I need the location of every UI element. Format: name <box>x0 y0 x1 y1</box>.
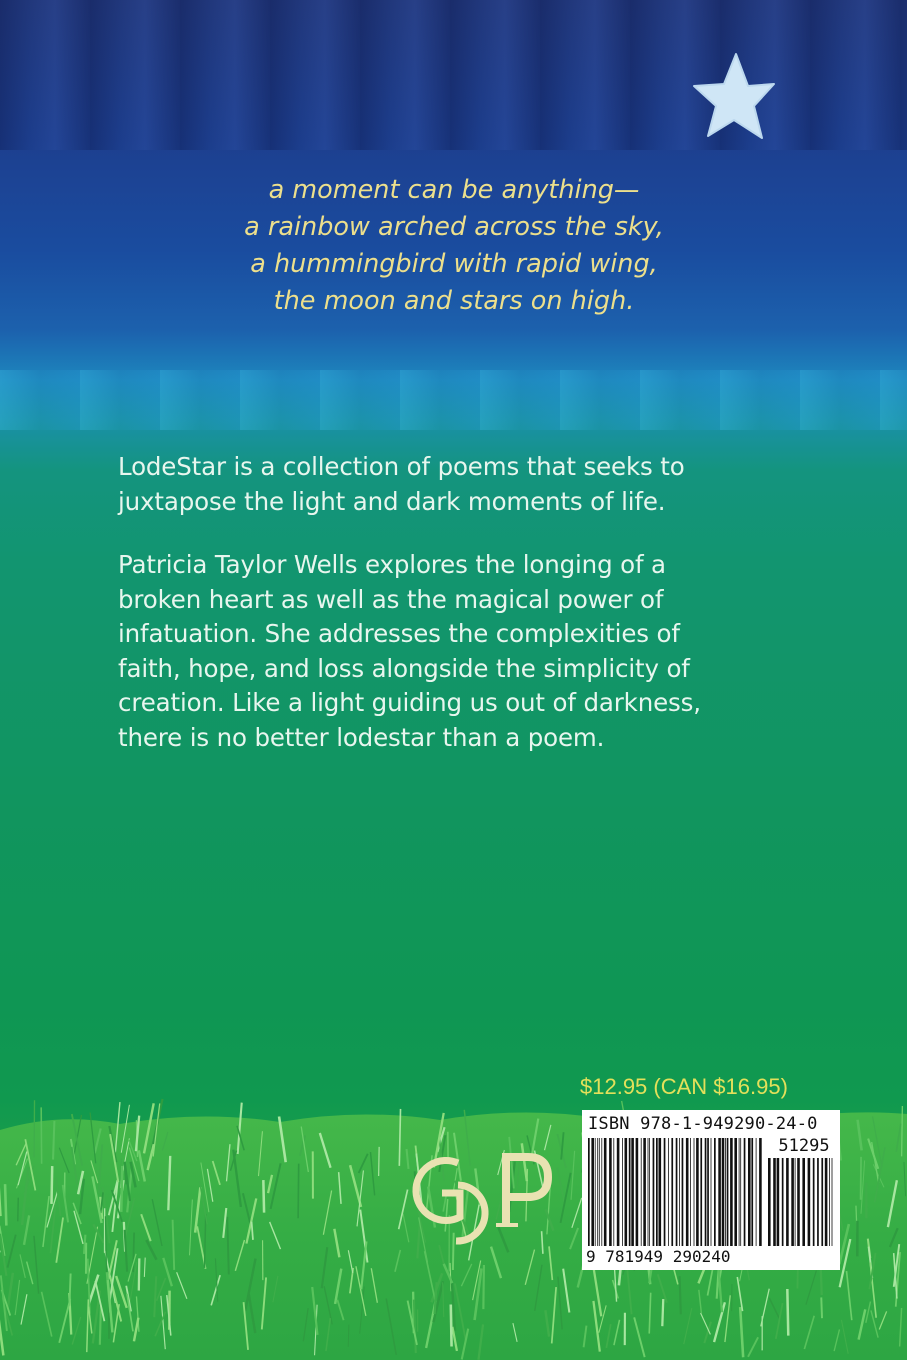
barcode-bar <box>625 1138 628 1246</box>
barcode-bar <box>707 1138 709 1246</box>
grass-blade <box>821 1297 822 1318</box>
description-line: creation. Like a light guiding us out of darkness, <box>118 688 701 717</box>
isbn-barcode <box>582 1110 840 1270</box>
grass-blade <box>902 1106 903 1156</box>
poem-line: the moon and stars on high. <box>273 286 635 316</box>
barcode-bar <box>653 1138 655 1246</box>
barcode-bar <box>659 1138 662 1246</box>
barcode-bar <box>718 1138 721 1246</box>
barcode-bar <box>748 1138 751 1246</box>
barcode-bar <box>777 1158 780 1246</box>
barcode-bar <box>802 1158 805 1246</box>
price-label: $12.95 (CAN $16.95) <box>580 1074 788 1099</box>
barcode-bar <box>714 1138 716 1246</box>
barcode-bar <box>756 1138 757 1246</box>
grass-blade <box>133 1233 134 1272</box>
barcode-bar <box>730 1138 733 1246</box>
description-paragraph <box>118 450 818 519</box>
barcode-bar <box>791 1158 794 1246</box>
grass-blade <box>483 1265 484 1309</box>
barcode-bar <box>676 1138 678 1246</box>
barcode-bar <box>643 1138 646 1246</box>
description-line: faith, hope, and loss alongside the simplicity of <box>118 653 690 683</box>
horizon-texture-band <box>0 370 907 430</box>
grass-blade <box>263 1180 264 1213</box>
barcode-bar <box>705 1138 707 1246</box>
barcode-bar <box>613 1138 614 1246</box>
barcode-bar <box>622 1138 623 1246</box>
barcode-bar <box>597 1138 598 1246</box>
barcode-bar <box>829 1158 830 1246</box>
barcode-bar <box>786 1158 789 1246</box>
barcode-bar <box>668 1138 669 1246</box>
barcode-bar <box>595 1138 596 1246</box>
barcode-bar <box>679 1138 680 1246</box>
grass-blade <box>662 1299 663 1326</box>
ean-number: 9 781949 290240 <box>586 1247 731 1266</box>
barcode-bar <box>686 1138 689 1246</box>
grass-blade <box>53 1121 54 1160</box>
barcode-bar <box>817 1158 819 1246</box>
barcode-bar <box>601 1138 602 1246</box>
barcode-bar <box>734 1138 737 1246</box>
barcode-bar <box>664 1138 666 1246</box>
barcode-bar <box>768 1158 771 1246</box>
barcode-bar <box>696 1138 699 1246</box>
barcode-bar <box>591 1138 594 1246</box>
barcode-bar <box>821 1158 823 1246</box>
barcode-bar <box>773 1158 776 1246</box>
grass-blade <box>379 1147 380 1176</box>
description-line: there is no better lodestar than a poem. <box>118 722 605 752</box>
grass-blade <box>348 1325 349 1347</box>
ean-barcode-bars <box>588 1138 764 1246</box>
isbn-label: ISBN 978-1-949290-24-0 <box>588 1114 818 1134</box>
barcode-bar <box>739 1138 740 1246</box>
grass-blade <box>100 1306 101 1345</box>
poem-excerpt <box>150 172 758 320</box>
poem-line: a rainbow arched across the sky, <box>244 212 664 242</box>
price-addon-number: 51295 <box>778 1136 830 1156</box>
barcode-bar <box>588 1138 590 1246</box>
grass-blade <box>298 1164 299 1219</box>
publisher-logo <box>408 1145 568 1245</box>
poem-line: a moment can be anything— <box>268 175 640 205</box>
barcode-bar <box>631 1138 634 1246</box>
addon-barcode-bars <box>768 1158 834 1246</box>
barcode-bar <box>648 1138 649 1246</box>
barcode-bar <box>609 1138 612 1246</box>
description-line: infatuation. She addresses the complexities of <box>118 619 680 648</box>
barcode-bar <box>617 1138 620 1246</box>
barcode-bar <box>682 1138 684 1246</box>
grass-blade <box>121 1166 122 1212</box>
barcode-bar <box>744 1138 746 1246</box>
description-line: LodeStar is a collection of poems that seeks to <box>118 452 685 481</box>
barcode-bar <box>797 1158 800 1246</box>
barcode-bar <box>825 1158 828 1246</box>
barcode-bar <box>740 1138 741 1246</box>
barcode-bar <box>711 1138 712 1246</box>
barcode-bar <box>725 1138 726 1246</box>
grass-blade <box>451 1305 452 1347</box>
barcode-bar <box>604 1138 607 1246</box>
barcode-bar <box>727 1138 729 1246</box>
star-icon <box>690 48 776 144</box>
description-line: Patricia Taylor Wells explores the longing of a <box>118 550 666 579</box>
description-line: broken heart as well as the magical power of <box>118 584 664 614</box>
barcode-bar <box>671 1138 673 1246</box>
barcode-bar <box>795 1158 796 1246</box>
grass-blade <box>69 1274 70 1306</box>
barcode-bar <box>808 1158 811 1246</box>
barcode-bar <box>722 1138 725 1246</box>
grass-blade <box>680 1276 681 1314</box>
poem-line: a hummingbird with rapid wing, <box>250 249 658 279</box>
grass-blade <box>18 1198 19 1222</box>
barcode-bar <box>629 1138 631 1246</box>
description-line: juxtapose the light and dark moments of life. <box>118 486 666 516</box>
barcode-bar <box>813 1158 815 1246</box>
barcode-bar <box>694 1138 695 1246</box>
barcode-bar <box>782 1158 784 1246</box>
barcode-bar <box>700 1138 702 1246</box>
grass-blade <box>5 1184 6 1225</box>
barcode-bar <box>751 1138 753 1246</box>
barcode-bar <box>656 1138 658 1246</box>
barcode-bar <box>641 1138 642 1246</box>
grass-blade <box>51 1166 52 1204</box>
book-description <box>118 450 818 784</box>
description-paragraph <box>118 548 818 755</box>
barcode-bar <box>690 1138 691 1246</box>
barcode-bar <box>599 1138 600 1246</box>
barcode-bar <box>759 1138 762 1246</box>
barcode-bar <box>832 1158 833 1246</box>
barcode-bar <box>649 1138 650 1246</box>
barcode-bar <box>636 1138 639 1246</box>
grass-blade <box>787 1289 788 1336</box>
